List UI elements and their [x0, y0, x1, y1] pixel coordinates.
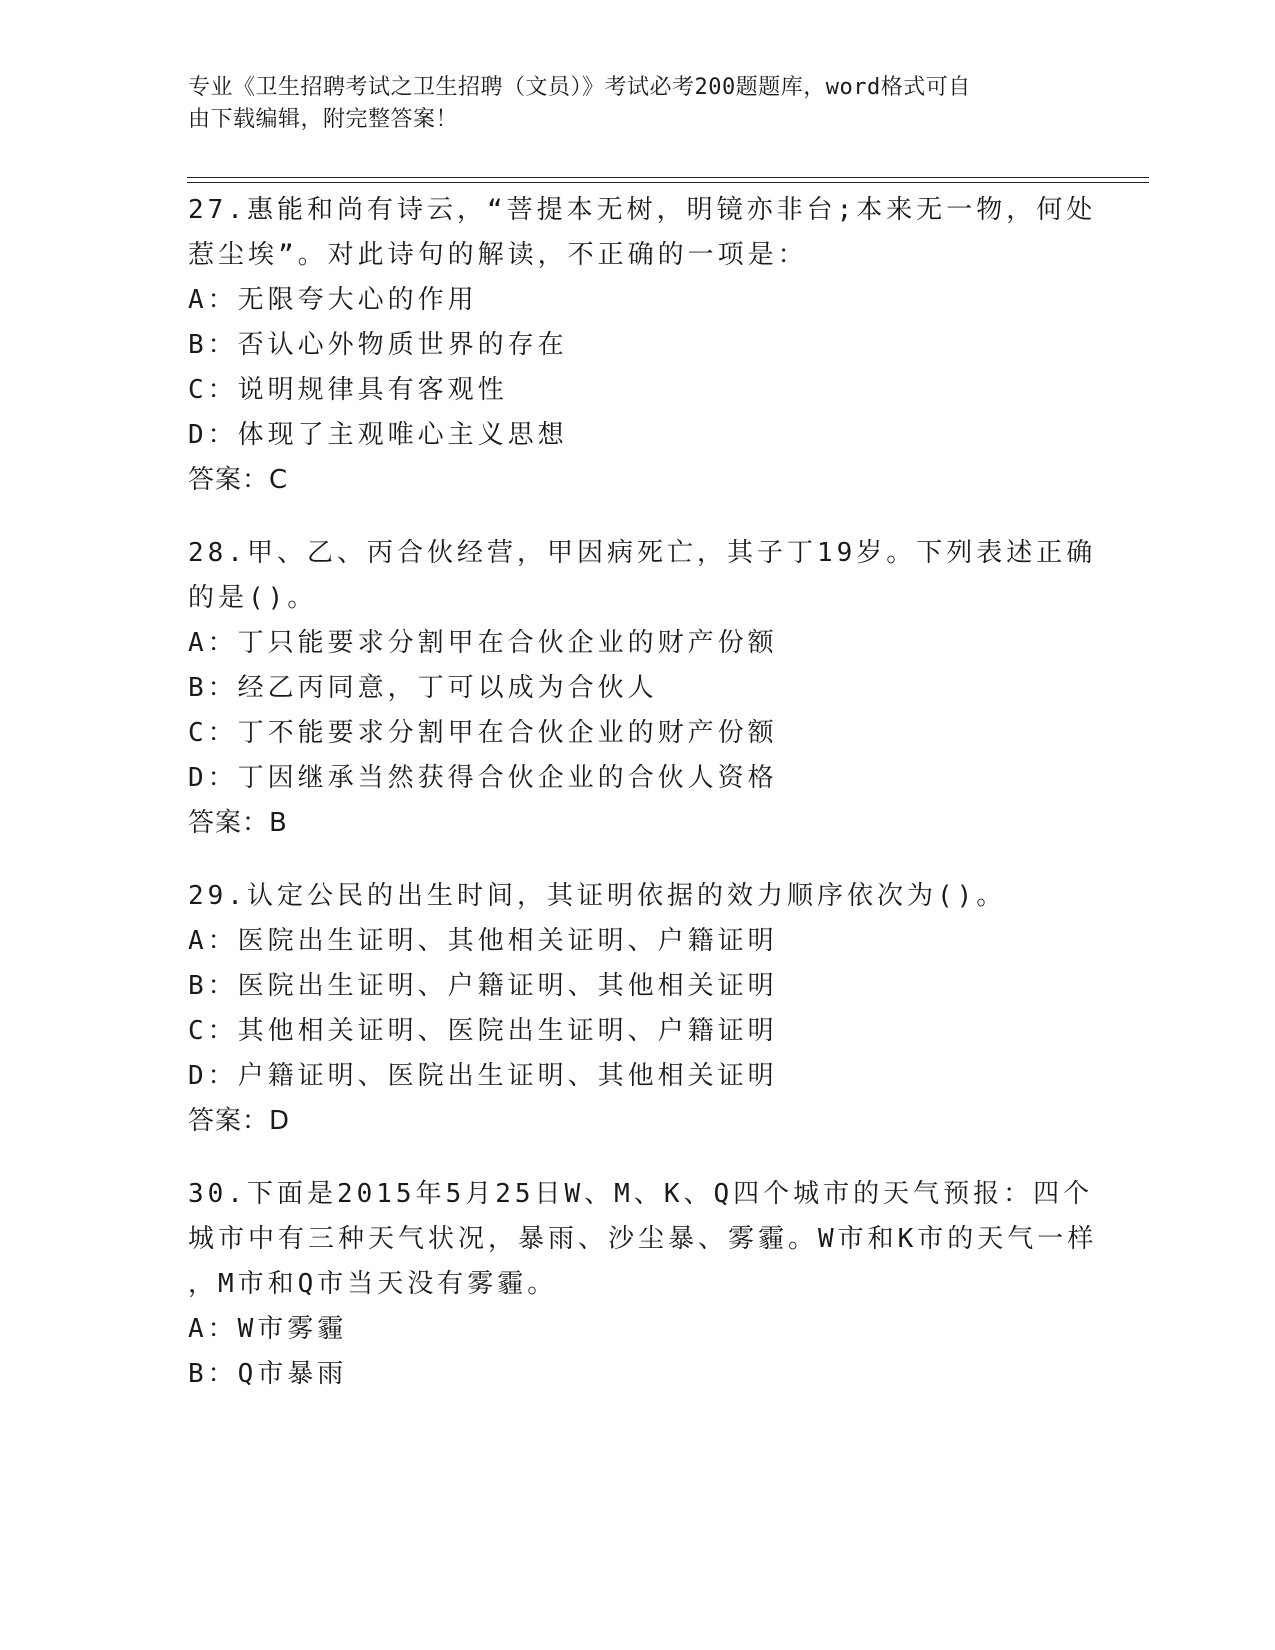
option-c: C：丁不能要求分割甲在合伙企业的财产份额: [188, 718, 778, 748]
header-rule-bottom: [187, 182, 1149, 183]
option-a: A：医院出生证明、其他相关证明、户籍证明: [188, 926, 778, 956]
option-d: D：户籍证明、医院出生证明、其他相关证明: [188, 1061, 778, 1091]
header-rule-top: [187, 177, 1149, 178]
option-d: D：体现了主观唯心主义思想: [188, 420, 568, 450]
option-c: C：说明规律具有客观性: [188, 375, 508, 405]
question-28: [188, 531, 1097, 846]
document-header: [188, 72, 1088, 136]
question-stem-line: 城市中有三种天气状况，暴雨、沙尘暴、雾霾。W市和K市的天气一样: [188, 1224, 1098, 1254]
question-stem-line: ，M市和Q市当天没有雾霾。: [188, 1269, 558, 1299]
answer-label: 答案：C: [188, 465, 289, 495]
answer-label: 答案：D: [188, 1106, 291, 1136]
option-b: B：Q市暴雨: [188, 1359, 348, 1389]
question-27: [188, 188, 1097, 503]
option-a: A：W市雾霾: [188, 1314, 348, 1344]
question-29: [188, 874, 1088, 1144]
option-c: C：其他相关证明、医院出生证明、户籍证明: [188, 1016, 778, 1046]
option-d: D：丁因继承当然获得合伙企业的合伙人资格: [188, 763, 778, 793]
question-stem-line: 29.认定公民的出生时间，其证明依据的效力顺序依次为()。: [188, 881, 1007, 911]
question-stem-line: 30.下面是2015年5月25日W、M、K、Q四个城市的天气预报：四个: [188, 1179, 1094, 1209]
question-stem-line: 27.惠能和尚有诗云，“菩提本无树，明镜亦非台;本来无一物，何处: [188, 195, 1097, 225]
header-line-1: 专业《卫生招聘考试之卫生招聘（文员）》考试必考200题题库，word格式可自: [188, 75, 971, 100]
question-stem-line: 28.甲、乙、丙合伙经营，甲因病死亡，其子丁19岁。下列表述正确: [188, 538, 1097, 568]
question-stem-line: 惹尘埃”。对此诗句的解读，不正确的一项是：: [188, 240, 808, 270]
question-list: [188, 188, 1098, 1425]
question-30: [188, 1172, 1098, 1397]
option-b: B：否认心外物质世界的存在: [188, 330, 568, 360]
option-b: B：医院出生证明、户籍证明、其他相关证明: [188, 971, 778, 1001]
answer-label: 答案：B: [188, 808, 288, 838]
header-line-2: 由下载编辑，附完整答案！: [188, 107, 459, 132]
option-b: B：经乙丙同意，丁可以成为合伙人: [188, 673, 658, 703]
question-stem-line: 的是()。: [188, 583, 318, 613]
option-a: A：无限夸大心的作用: [188, 285, 478, 315]
option-a: A：丁只能要求分割甲在合伙企业的财产份额: [188, 628, 778, 658]
